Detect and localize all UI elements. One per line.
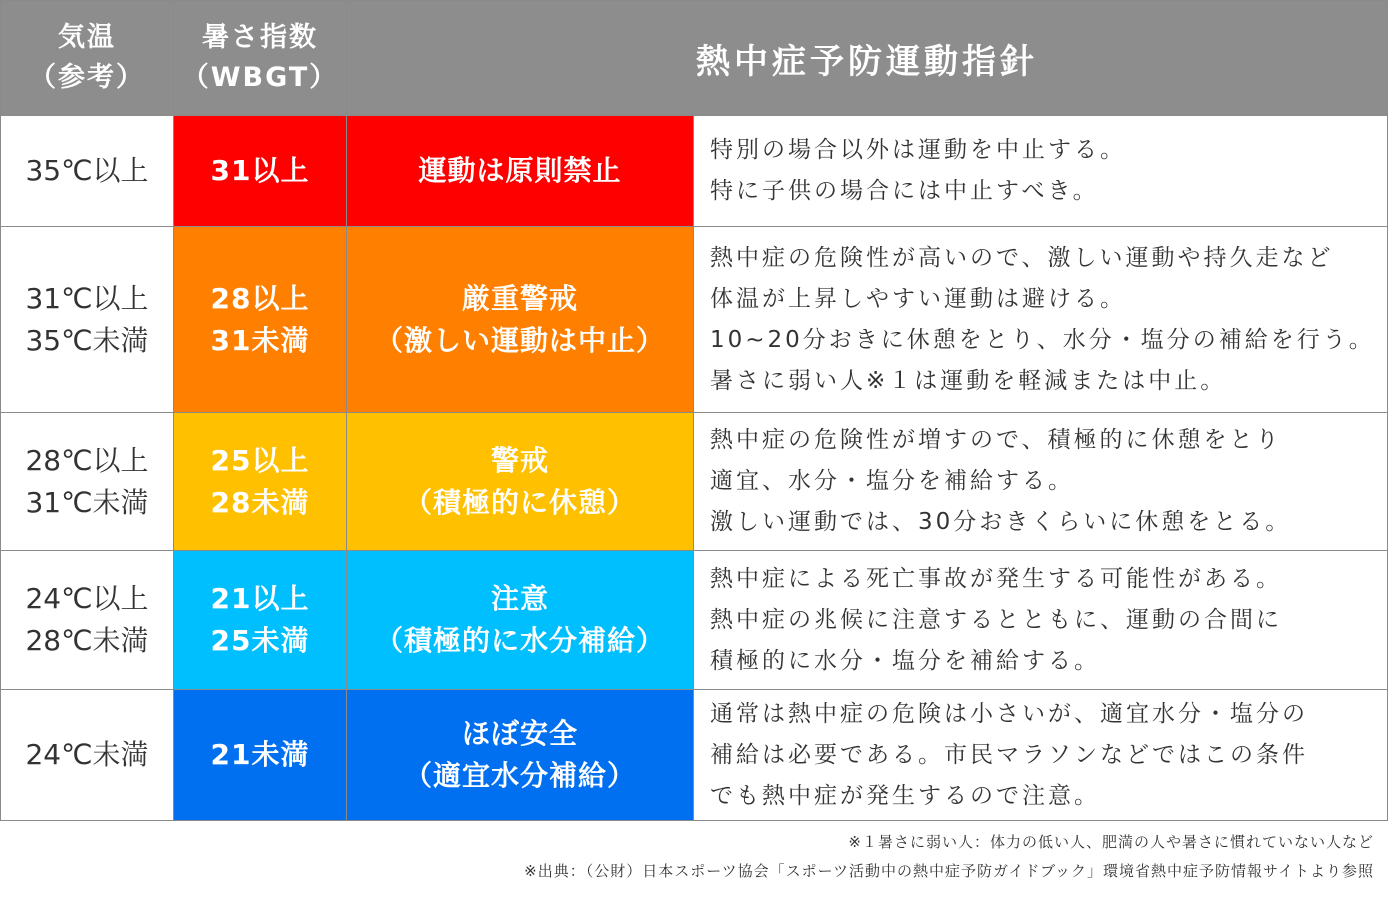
level-text: （積極的に水分補給）: [374, 624, 665, 657]
wbgt-cell: [174, 690, 347, 821]
temperature-text: 28℃未満: [25, 624, 149, 657]
level-text: ほぼ安全: [461, 717, 578, 750]
description-line: 熱中症の危険性が高いので、激しい運動や持久走など: [710, 244, 1334, 271]
table-row: [1, 690, 1388, 821]
description-line: 通常は熱中症の危険は小さいが、適宜水分・塩分の: [710, 700, 1308, 727]
description-line: 特別の場合以外は運動を中止する。: [710, 137, 1126, 163]
description-line: 適宜、水分・塩分を補給する。: [710, 468, 1074, 494]
description-line: 熱中症の兆候に注意するとともに、運動の合間に: [710, 606, 1282, 633]
level-text: 運動は原則禁止: [418, 154, 622, 187]
level-cell: [347, 690, 694, 821]
temperature-cell: [1, 227, 174, 413]
description-line: 10~20分おきに休憩をとり、水分・塩分の補給を行う。: [710, 326, 1375, 353]
temperature-cell: [1, 116, 174, 227]
temperature-text: 24℃以上: [25, 582, 149, 615]
description-cell: [694, 227, 1388, 413]
temperature-text: 31℃未満: [25, 485, 149, 519]
level-text: （適宜水分補給）: [403, 759, 636, 792]
description-line: 激しい運動では、30分おきくらいに休憩をとる。: [710, 509, 1292, 535]
level-cell: [347, 227, 694, 413]
level-text: 注意: [490, 582, 549, 615]
header-guideline-text: 熱中症予防運動指針: [696, 41, 1038, 82]
header-temperature: [1, 1, 174, 116]
table-row: [1, 551, 1388, 690]
wbgt-text: 25以上: [210, 443, 310, 477]
temperature-text: 28℃以上: [25, 443, 149, 477]
description-cell: [694, 413, 1388, 551]
level-text: 警戒: [490, 443, 549, 477]
header-temperature-line-2: （参考）: [29, 62, 145, 93]
table-row: [1, 227, 1388, 413]
temperature-cell: [1, 690, 174, 821]
description-line: 体温が上昇しやすい運動は避ける。: [710, 285, 1126, 312]
wbgt-text: 25未満: [210, 624, 310, 657]
level-cell: [347, 116, 694, 227]
header-wbgt: [174, 1, 347, 116]
header-guideline: [347, 1, 1388, 116]
level-cell: [347, 551, 694, 690]
description-line: でも熱中症が発生するので注意。: [710, 782, 1100, 809]
header-wbgt-line-2: （WBGT）: [181, 62, 339, 93]
description-cell: [694, 551, 1388, 690]
table-row: [1, 116, 1388, 227]
temperature-text: 31℃以上: [25, 281, 149, 315]
description-line: 特に子供の場合には中止すべき。: [710, 178, 1099, 204]
level-text: （積極的に休憩）: [403, 485, 636, 519]
description-cell: [694, 690, 1388, 821]
wbgt-cell: [174, 116, 347, 227]
wbgt-text: 31未満: [210, 323, 310, 357]
wbgt-text: 21以上: [210, 582, 310, 615]
wbgt-text: 21未満: [210, 738, 310, 771]
temperature-cell: [1, 551, 174, 690]
temperature-text: 35℃以上: [25, 154, 149, 187]
wbgt-text: 31以上: [210, 154, 310, 187]
level-text: 厳重警戒: [461, 281, 578, 315]
footnote-source: ※出典：（公財）日本スポーツ協会「スポーツ活動中の熱中症予防ガイドブック」環境省熱中症予防情報サイトより参照: [524, 862, 1374, 880]
level-cell: [347, 413, 694, 551]
table-row: [1, 413, 1388, 551]
temperature-text: 35℃未満: [25, 323, 149, 357]
footnote-weak-people: ※１暑さに弱い人：体力の低い人、肥満の人や暑さに慣れていない人など: [848, 833, 1374, 851]
temperature-cell: [1, 413, 174, 551]
description-line: 補給は必要である。市民マラソンなどではこの条件: [710, 741, 1308, 768]
wbgt-text: 28以上: [210, 281, 310, 315]
header-temperature-line-1: 気温: [58, 22, 116, 53]
table-header-row: [1, 1, 1388, 116]
wbgt-text: 28未満: [210, 485, 310, 519]
description-line: 熱中症による死亡事故が発生する可能性がある。: [710, 565, 1282, 592]
temperature-text: 24℃未満: [25, 738, 149, 771]
description-line: 積極的に水分・塩分を補給する。: [710, 647, 1100, 674]
footnotes: [524, 828, 1374, 886]
description-line: 熱中症の危険性が増すので、積極的に休憩をとり: [710, 427, 1282, 453]
description-cell: [694, 116, 1388, 227]
header-wbgt-line-1: 暑さ指数: [202, 22, 318, 53]
wbgt-cell: [174, 413, 347, 551]
wbgt-cell: [174, 551, 347, 690]
level-text: （激しい運動は中止）: [374, 323, 665, 357]
description-line: 暑さに弱い人※１は運動を軽減または中止。: [710, 367, 1227, 394]
wbgt-cell: [174, 227, 347, 413]
